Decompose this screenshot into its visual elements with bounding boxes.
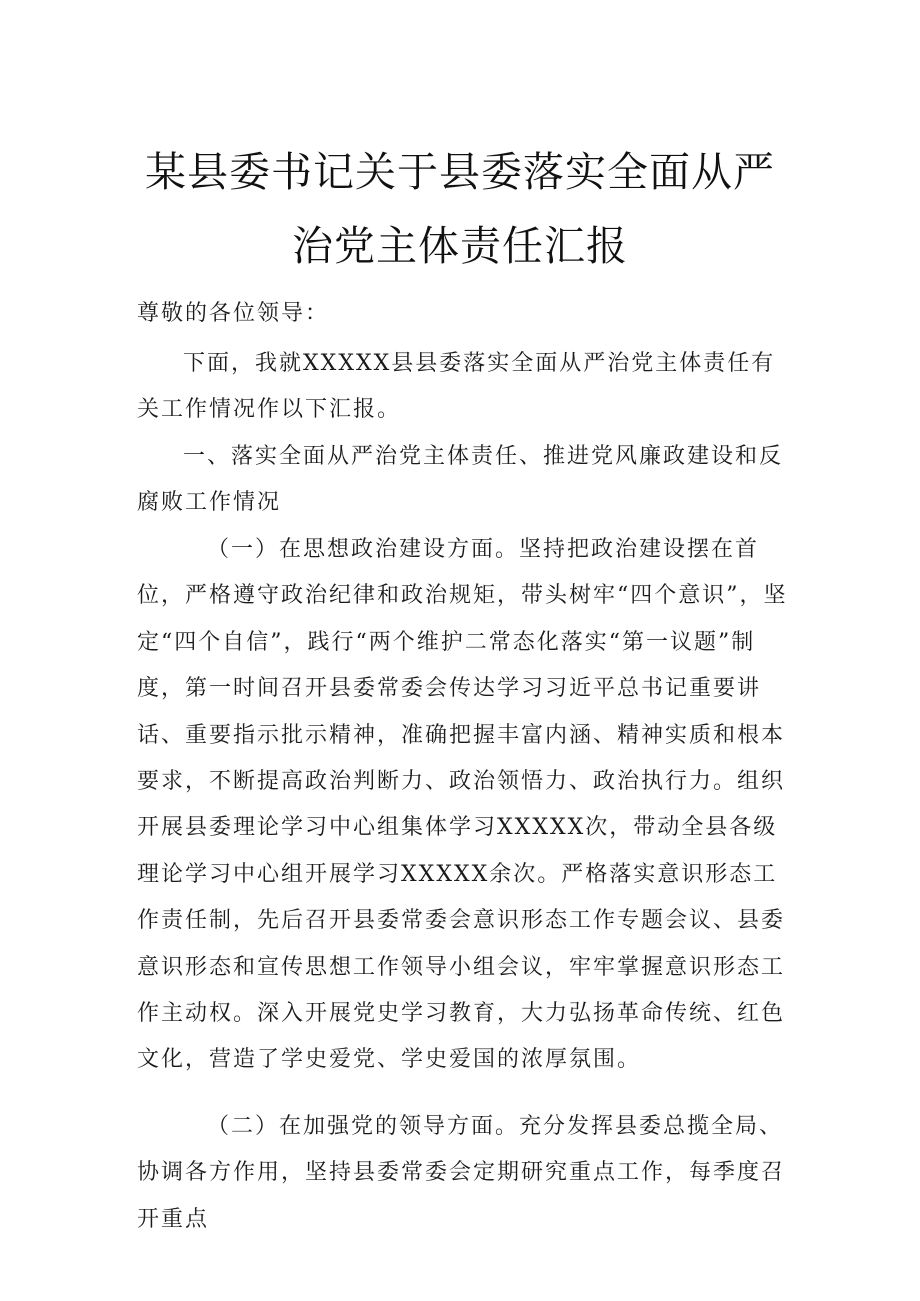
paragraph-intro: 下面，我就XXXXX县县委落实全面从严治党主体责任有关工作情况作以下汇报。 xyxy=(137,351,776,423)
document-title-line-1: 某县委书记关于县委落实全面从严 xyxy=(145,148,775,196)
section-heading-1: 一、落实全面从严治党主体责任、推进党风廉政建设和反腐败工作情况 xyxy=(137,444,784,516)
salutation: 尊敬的各位领导： xyxy=(137,301,330,326)
document-title-line-2: 治党主体责任汇报 xyxy=(292,222,628,270)
paragraph-party-leadership: （二）在加强党的领导方面。充分发挥县委总揽全局、协调各方作用，坚持县委常委会定期研究重点工作，每季度召开重点 xyxy=(137,1114,786,1232)
paragraph-ideological-building: （一）在思想政治建设方面。坚持把政治建设摆在首位，严格遵守政治纪律和政治规矩，带头树牢“四个意识”，坚定“四个自信”，践行“两个维护二常态化落实“第一议题”制度，第一时间召开县委常委会传达学习习近平总书记重要讲话、重要指示批示精神，准确把握丰富内涵、精神实质和根本要求，不断提高政治判断力、政治领悟力、政治执行力。组织开展县委理论学习中心组集体学习XXXXX次，带动全县各级理论学习中心组开展学习XXXXX余次。严格落实意识形态工作责任制，先后召开县委常委会意识形态工作专题会议、县委意识形态和宣传思想工作领导小组会议，牢牢掌握意识形态工作主动权。深入开展党史学习教育，大力弘扬革命传统、红色文化，营造了学史爱党、学史爱国的浓厚氛围。 xyxy=(137,537,788,1073)
